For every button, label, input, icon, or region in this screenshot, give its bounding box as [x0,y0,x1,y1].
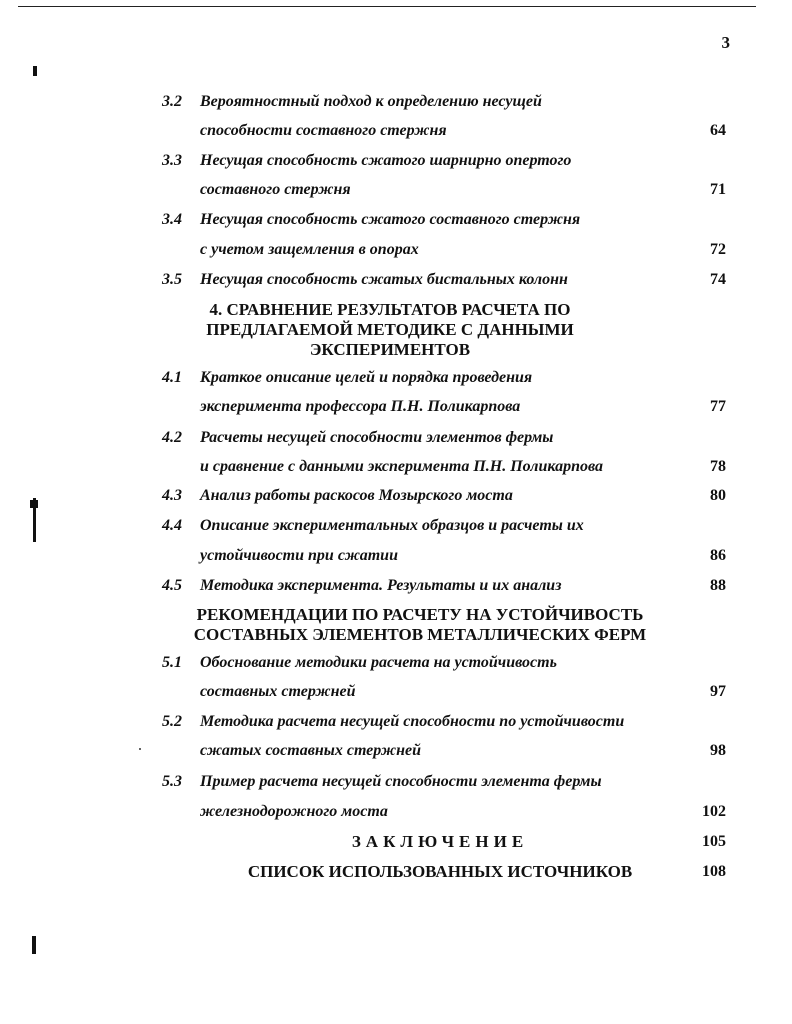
chapter-heading: ЭКСПЕРИМЕНТОВ [309,340,471,359]
toc-title: Описание экспериментальных образцов и расчеты их [200,517,584,534]
toc-title: Обоснование методики расчета на устойчивость [200,654,557,671]
chapter-heading: 4. СРАВНЕНИЕ РЕЗУЛЬТАТОВ РАСЧЕТА ПО [209,300,571,319]
toc-page: 86 [710,547,726,564]
toc-title: железнодорожного моста [200,803,388,820]
toc-title: Анализ работы раскосов Мозырского моста [200,487,513,504]
toc-title: Методика расчета несущей способности по устойчивости [200,713,625,730]
toc-number: 3.4 [162,211,182,228]
toc-number: 3.3 [162,152,182,169]
toc-number: 5.3 [162,773,182,790]
toc-page: 97 [710,683,726,700]
toc-page: 74 [710,271,726,288]
toc-title: с учетом защемления в опорах [200,241,419,258]
toc-title: сжатых составных стержней [200,742,421,759]
toc-number: 4.5 [162,577,182,594]
toc-title: способности составного стержня [200,122,447,139]
chapter-heading: ПРЕДЛАГАЕМОЙ МЕТОДИКЕ С ДАННЫМИ [206,320,574,339]
toc-page: 78 [710,458,726,475]
chapter-heading: СОСТАВНЫХ ЭЛЕМЕНТОВ МЕТАЛЛИЧЕСКИХ ФЕРМ [193,625,647,644]
scan-top-edge [18,6,756,7]
toc-page: 72 [710,241,726,258]
toc-page: 64 [710,122,726,139]
toc-title: составного стержня [200,181,351,198]
toc-number: 5.1 [162,654,182,671]
toc-title: Несущая способность сжатых бистальных колонн [200,271,568,288]
toc-number: 3.2 [162,93,182,110]
toc-title: составных стержней [200,683,356,700]
toc-page: 77 [710,398,726,415]
toc-page: 108 [702,863,726,880]
toc-title: Вероятностный подход к определению несущей [200,93,542,110]
scan-mark [32,936,36,954]
toc-page: 71 [710,181,726,198]
toc-page: 80 [710,487,726,504]
toc-title: Пример расчета несущей способности элемента фермы [200,773,602,790]
toc-title: Расчеты несущей способности элементов фермы [200,429,554,446]
references-heading: СПИСОК ИСПОЛЬЗОВАННЫХ ИСТОЧНИКОВ [247,862,633,881]
conclusion-heading: ЗАКЛЮЧЕНИЕ [351,832,529,851]
page-number: 3 [721,33,730,52]
toc-page: 102 [702,803,726,820]
toc-title: Несущая способность сжатого составного стержня [200,211,581,228]
toc-title: эксперимента профессора П.Н. Поликарпова [200,398,521,415]
toc-number: 5.2 [162,713,182,730]
toc-title: и сравнение с данными эксперимента П.Н. Поликарпова [200,458,604,475]
toc-number: 3.5 [162,271,182,288]
toc-title: Краткое описание целей и порядка проведения [200,369,533,386]
chapter-heading: РЕКОМЕНДАЦИИ ПО РАСЧЕТУ НА УСТОЙЧИВОСТЬ [196,605,644,624]
scan-mark [30,500,38,508]
scan-dot [139,748,141,750]
toc-number: 4.4 [162,517,182,534]
toc-title: устойчивости при сжатии [200,547,398,564]
toc-page: 105 [702,833,726,850]
toc-number: 4.2 [162,429,182,446]
scan-mark [33,66,37,76]
toc-number: 4.3 [162,487,182,504]
toc-title: Методика эксперимента. Результаты и их анализ [200,577,562,594]
toc-title: Несущая способность сжатого шарнирно опертого [200,152,572,169]
toc-page: 98 [710,742,726,759]
toc-page: 88 [710,577,726,594]
toc-number: 4.1 [162,369,182,386]
